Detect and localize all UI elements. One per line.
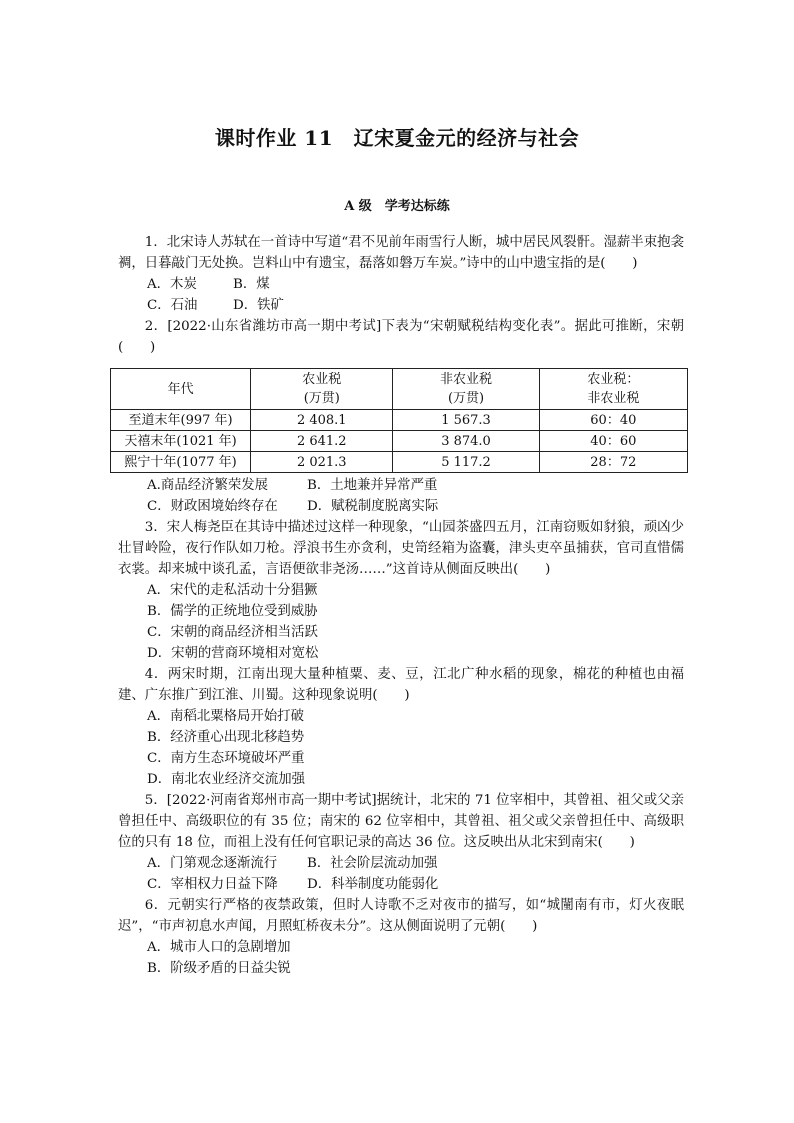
option: A．门第观念逐渐流行 (147, 856, 278, 871)
table-header-cell: 非农业税 (万贯) (393, 369, 539, 410)
option: D．科举制度功能弱化 (307, 877, 439, 892)
page-title: 课时作业 11 辽宋夏金元的经济与社会 (214, 126, 580, 150)
question-6-stem: 6．元朝实行严格的夜禁政策，但时人诗歌不乏对夜市的描写，如“城闉南有市，灯火夜眠迟”，“市声初息水声闻，月照虹桥夜未分”。这从侧面说明了元朝( ) (118, 898, 684, 934)
option: B．儒学的正统地位受到威胁 (147, 604, 318, 619)
option: B．土地兼并异常严重 (307, 478, 438, 493)
option: A．宋代的走私活动十分猖獗 (147, 583, 318, 598)
table-cell: 60：40 (539, 410, 687, 431)
option: D．赋税制度脱离实际 (307, 499, 439, 514)
table-cell: 熙宁十年(1077 年) (111, 452, 251, 473)
option: A．城市人口的急剧增加 (147, 940, 291, 955)
table-header-cell: 农业税： 非农业税 (539, 369, 687, 410)
table-cell: 3 874.0 (393, 431, 539, 452)
option: C．财政困境始终存在 (147, 499, 278, 514)
option: B．阶级矛盾的日益尖锐 (147, 961, 291, 976)
table-header-cell: 年代 (111, 369, 251, 410)
question-3-stem: 3．宋人梅尧臣在其诗中描述过这样一种现象，“山园茶盛四五月，江南窃贩如豺狼，顽凶少壮冒岭险，夜行作队如刀枪。浮浪书生亦贪利，史笥经箱为盗囊，津头吏卒虽捕获，官司直惜儒衣裳。却来城中谈孔孟，言语便欲非尧汤……”这首诗从侧面反映出( ) (118, 520, 684, 577)
question-1-stem: 1．北宋诗人苏轼在一首诗中写道“君不见前年雨雪行人断，城中居民风裂骭。湿薪半束抱衾裯，日暮敲门无处换。岂料山中有遗宝，磊落如磐万车炭。”诗中的山中遗宝指的是( ) (118, 235, 684, 271)
table-header-cell: 农业税 (万贯) (251, 369, 393, 410)
option: B．社会阶层流动加强 (307, 856, 438, 871)
question-2-options-row-1 (147, 475, 684, 496)
table-cell: 至道末年(997 年) (111, 410, 251, 431)
tax-structure-table (110, 368, 688, 473)
question-4-stem: 4．两宋时期，江南出现大量种植粟、麦、豆，江北广种水稻的现象，棉花的种植也由福建、广东推广到江淮、川蜀。这种现象说明( ) (118, 667, 684, 703)
table-cell: 2 641.2 (251, 431, 393, 452)
section-heading: A 级 学考达标练 (344, 199, 450, 214)
option: C．石油 (147, 298, 198, 313)
option: D．南北农业经济交流加强 (147, 772, 306, 787)
option: D．铁矿 (233, 298, 284, 313)
question-1-options-row-1 (147, 274, 684, 295)
option: C．南方生态环境破坏严重 (147, 751, 305, 766)
option: C．宋朝的商品经济相当活跃 (147, 625, 318, 640)
option: A．木炭 (147, 277, 197, 292)
option: A.商品经济繁荣发展 (147, 478, 269, 493)
question-2-options-row-2 (147, 496, 684, 517)
option: A．南稻北粟格局开始打破 (147, 709, 304, 724)
option: B．经济重心出现北移趋势 (147, 730, 305, 745)
option: D．宋朝的营商环境相对宽松 (147, 646, 319, 661)
question-5-options-row-2 (147, 874, 684, 895)
option: C．宰相权力日益下降 (147, 877, 278, 892)
table-cell: 28：72 (539, 452, 687, 473)
table-row (111, 410, 688, 431)
table-cell: 40：60 (539, 431, 687, 452)
table-cell: 1 567.3 (393, 410, 539, 431)
table-row (111, 452, 688, 473)
table-cell: 天禧末年(1021 年) (111, 431, 251, 452)
table-row (111, 431, 688, 452)
question-5-options-row-1 (147, 853, 684, 874)
question-list (118, 232, 684, 979)
option: B．煤 (233, 277, 270, 292)
question-2-stem: 2．[2022·山东省潍坊市高一期中考试]下表为“宋朝赋税结构变化表”。据此可推断，宋朝( ) (118, 319, 684, 355)
table-header-row (111, 369, 688, 410)
table-cell: 2 408.1 (251, 410, 393, 431)
question-5-stem: 5．[2022·河南省郑州市高一期中考试]据统计，北宋的 71 位宰相中，其曾祖、祖父或父亲曾担任中、高级职位的有 35 位；南宋的 62 位宰相中，其曾祖、祖父或父亲曾担任中、高级职位的只有 18 位，而祖上没有任何官职记录的高达 36 位。这反映出从北宋到南宋( ) (118, 793, 684, 850)
question-1-options-row-2 (147, 295, 684, 316)
table-cell: 5 117.2 (393, 452, 539, 473)
table-cell: 2 021.3 (251, 452, 393, 473)
